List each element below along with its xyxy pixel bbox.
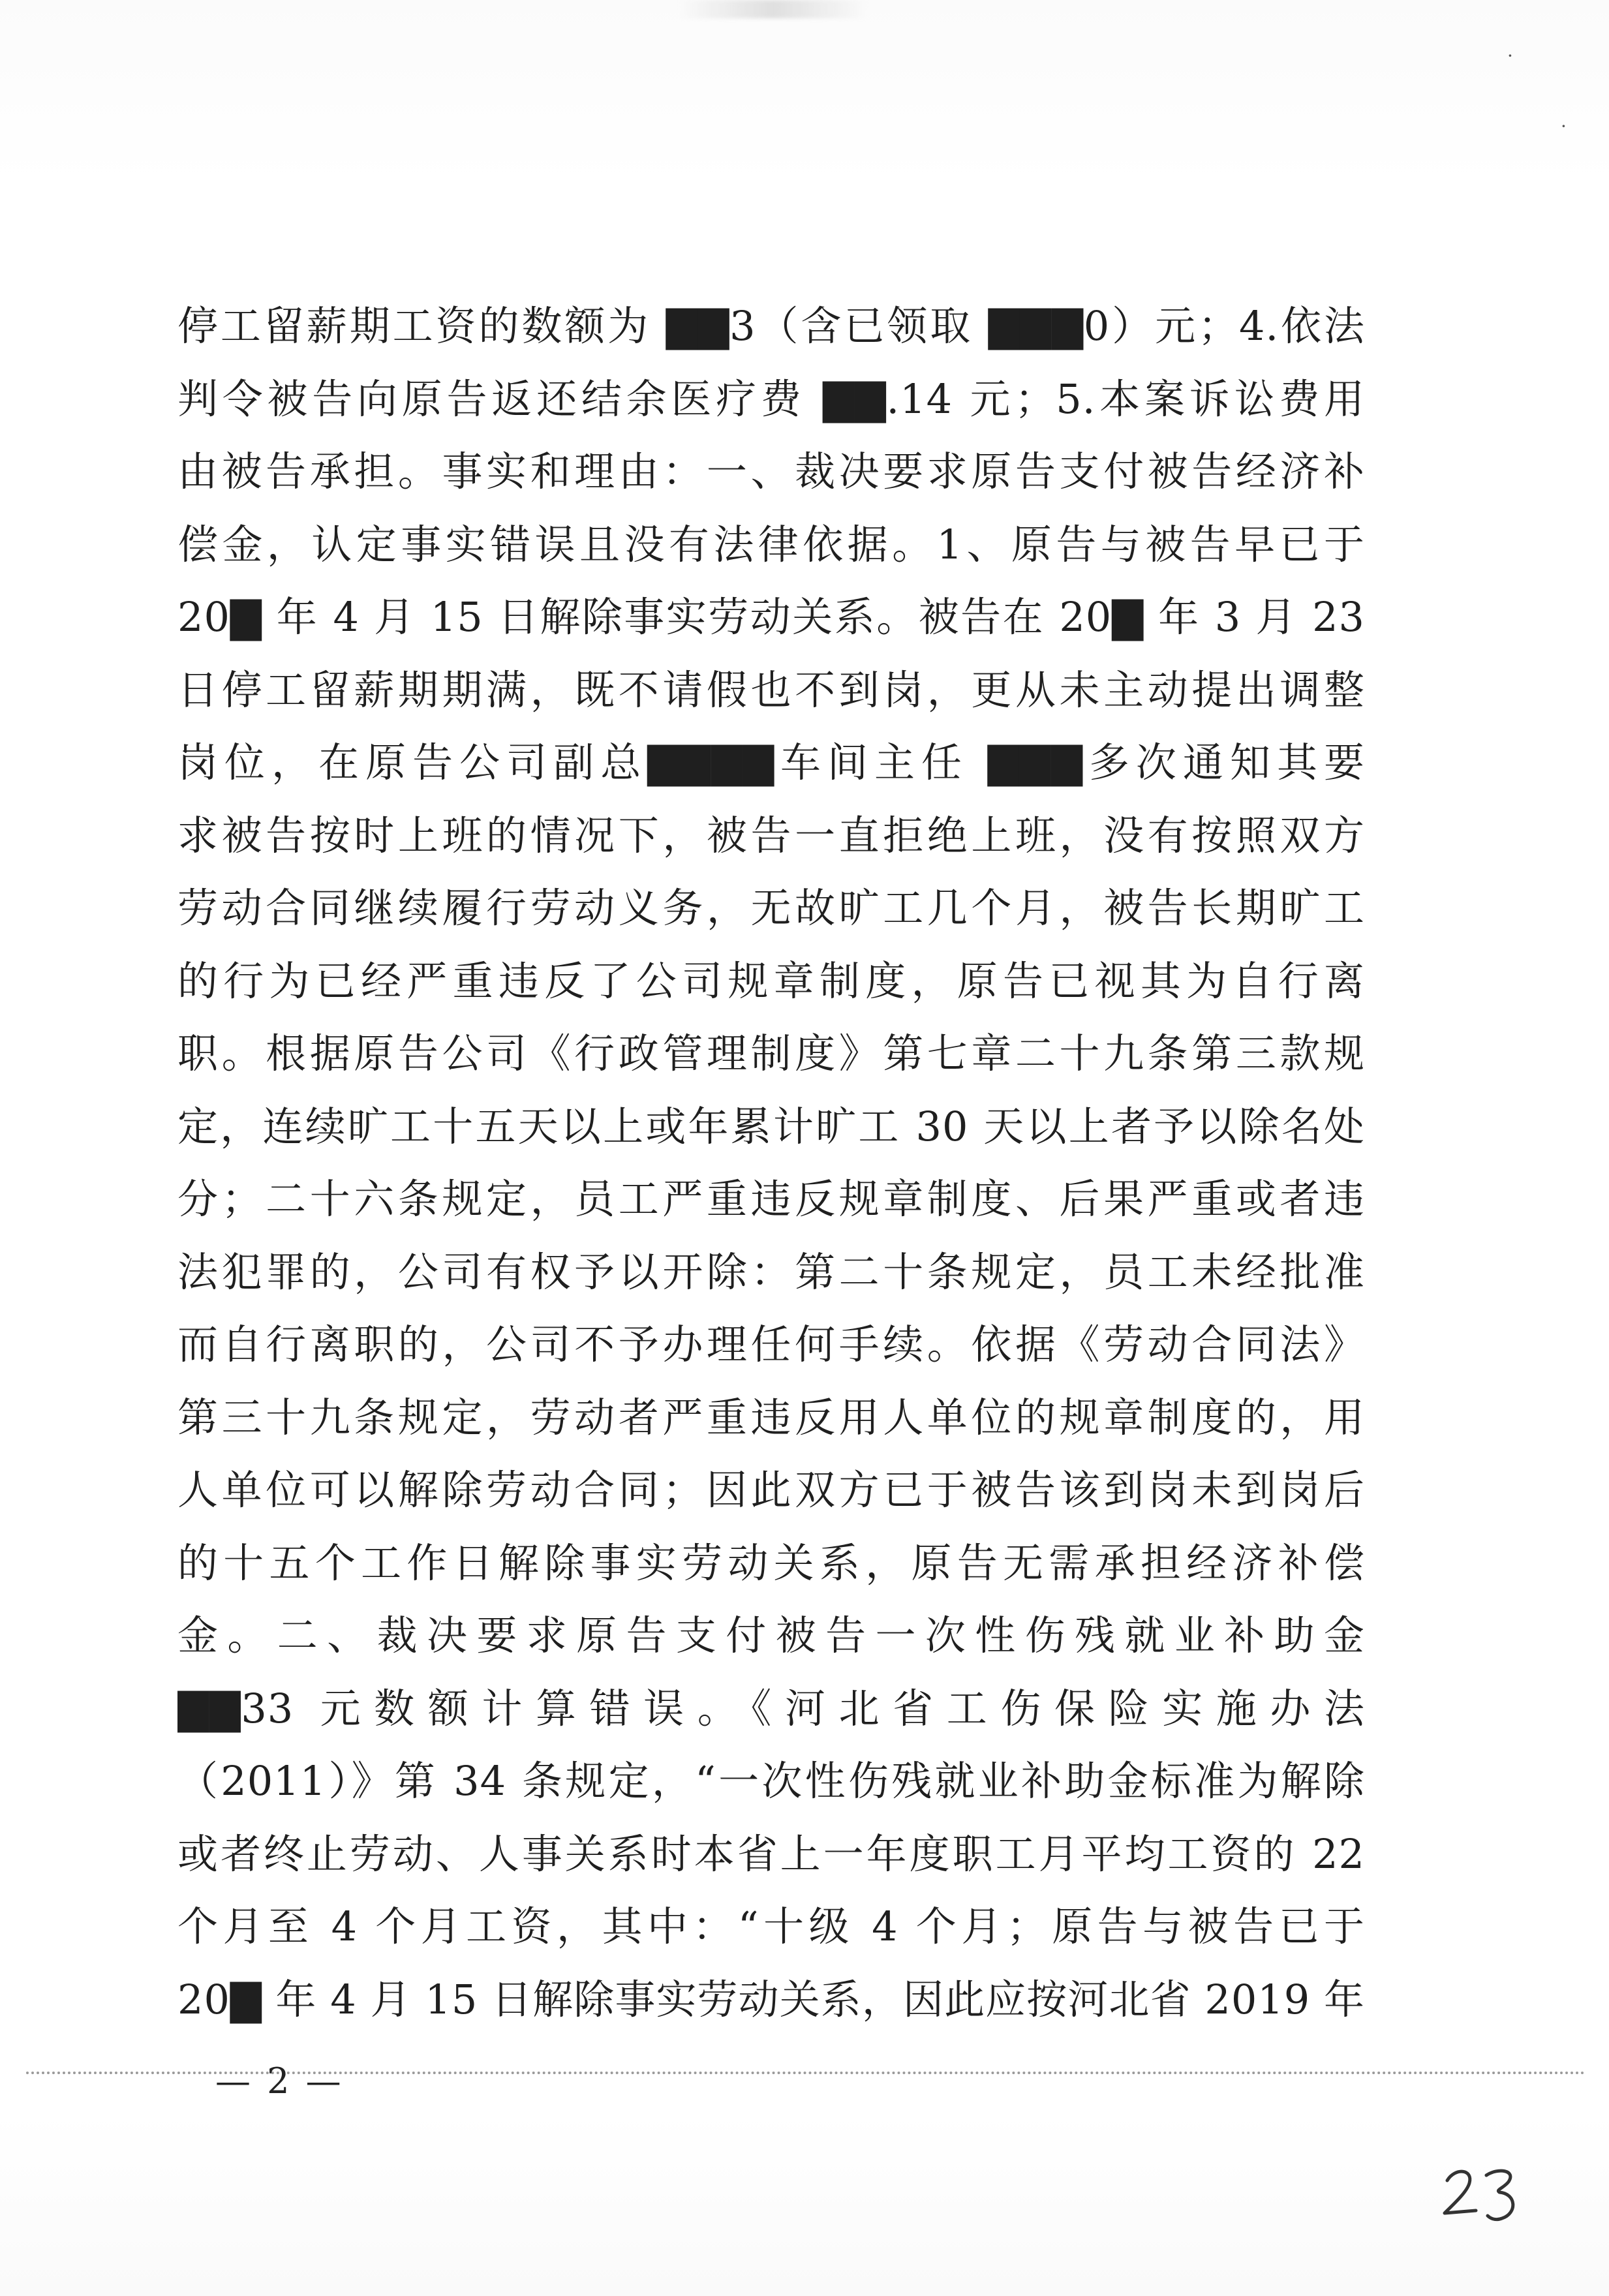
scan-smudge [679, 0, 868, 18]
body-line: 20▇ 年 4 月 15 日解除事实劳动关系。被告在 20▇ 年 3 月 23 [177, 593, 1365, 641]
body-line: 日停工留薪期期满，既不请假也不到岗，更从未主动提出调整 [177, 666, 1365, 714]
body-line: 分；二十六条规定，员工严重违反规章制度、后果严重或者违 [177, 1175, 1365, 1223]
handwritten-page-mark [1435, 2153, 1540, 2231]
body-line: 职。根据原告公司《行政管理制度》第七章二十九条第三款规 [177, 1030, 1365, 1077]
body-line: 第三十九条规定，劳动者严重违反用人单位的规章制度的，用 [177, 1393, 1365, 1441]
body-line: 而自行离职的，公司不予办理任何手续。依据《劳动合同法》 [177, 1321, 1365, 1368]
body-line: 个月至 4 个月工资，其中：“十级 4 个月；原告与被告已于 [177, 1903, 1365, 1950]
body-line: 法犯罪的，公司有权予以开除：第二十条规定，员工未经批准 [177, 1247, 1365, 1296]
body-line: 判令被告向原告返还结余医疗费 ▇▇.14 元；5.本案诉讼费用 [177, 375, 1365, 423]
body-line: 偿金，认定事实错误且没有法律依据。1、原告与被告早已于 [177, 520, 1365, 568]
body-line: ▇▇33 元数额计算错误。《河北省工伤保险实施办法 [177, 1684, 1365, 1732]
page-number: — 2 — [215, 2060, 344, 2102]
body-line: 的行为已经严重违反了公司规章制度，原告已视其为自行离 [177, 957, 1365, 1005]
body-line: 金。二、裁决要求原告支付被告一次性伤残就业补助金 [177, 1612, 1365, 1659]
scan-speck: · [1561, 115, 1567, 137]
body-line: 由被告承担。事实和理由：一、裁决要求原告支付被告经济补 [177, 448, 1365, 495]
body-line: 劳动合同继续履行劳动义务，无故旷工几个月，被告长期旷工 [177, 884, 1365, 932]
body-line: 求被告按时上班的情况下，被告一直拒绝上班，没有按照双方 [177, 811, 1365, 859]
document-body [177, 290, 1365, 2036]
body-line: 停工留薪期工资的数额为 ▇▇3（含已领取 ▇▇▇0）元；4.依法 [177, 302, 1365, 350]
body-line: 的十五个工作日解除事实劳动关系，原告无需承担经济补偿 [177, 1538, 1365, 1587]
body-line: 或者终止劳动、人事关系时本省上一年度职工月平均工资的 22 [177, 1829, 1365, 1878]
body-line: 岗位，在原告公司副总▇▇▇▇车间主任 ▇▇▇多次通知其要 [177, 739, 1365, 786]
scan-speck: · [1507, 45, 1513, 67]
body-line: 20▇ 年 4 月 15 日解除事实劳动关系，因此应按河北省 2019 年 [177, 1975, 1365, 2023]
body-line: 定，连续旷工十五天以上或年累计旷工 30 天以上者予以除名处 [177, 1102, 1365, 1150]
body-line: （2011）》第 34 条规定，“一次性伤残就业补助金标准为解除 [177, 1757, 1365, 1805]
body-line: 人单位可以解除劳动合同；因此双方已于被告该到岗未到岗后 [177, 1466, 1365, 1514]
